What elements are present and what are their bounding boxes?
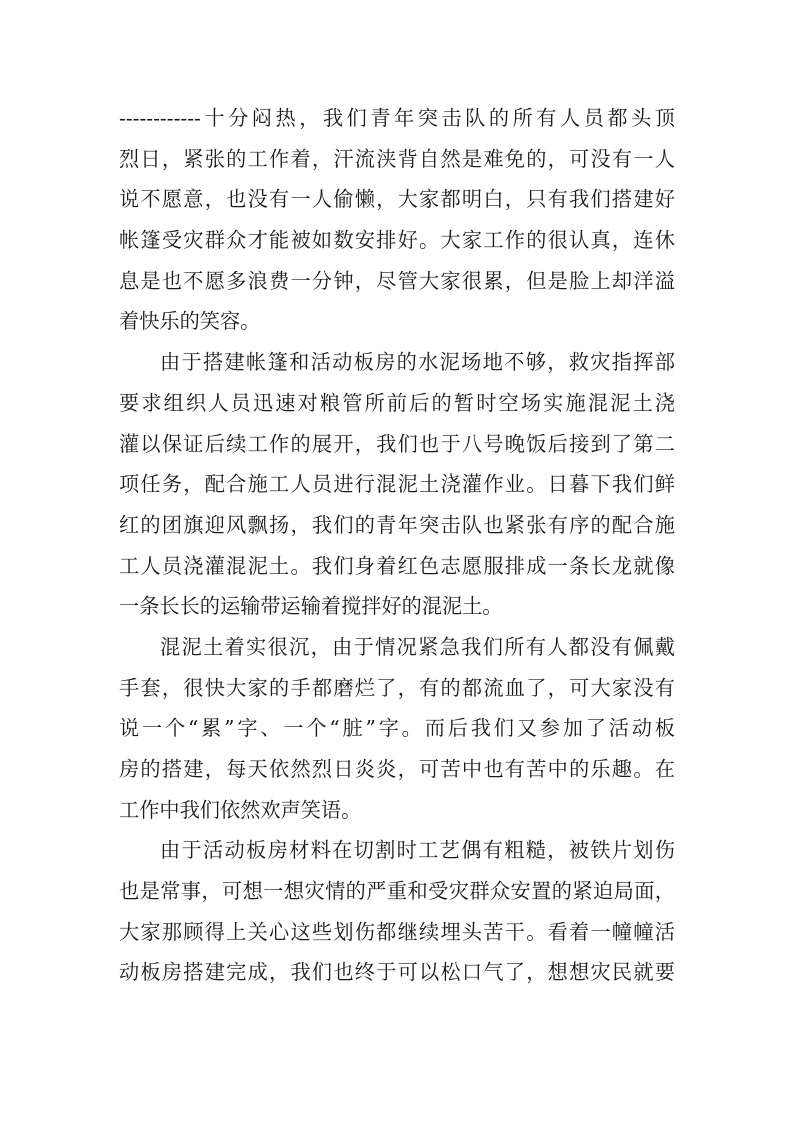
text-line: 混泥土着实很沉，由于情况紧急我们所有人都没有佩戴 [160, 634, 675, 659]
text-line: 说一个“累”字、一个“脏”字。而后我们又参加了活动板 [119, 716, 675, 741]
text-line: 项任务，配合施工人员进行混泥土浇灌作业。日暮下我们鲜 [119, 472, 675, 497]
text-line: 也是常事，可想一想灾情的严重和受灾群众安置的紧迫局面， [119, 879, 675, 904]
text-line: 动板房搭建完成，我们也终于可以松口气了，想想灾民就要 [119, 960, 675, 985]
text-line: 灌以保证后续工作的展开，我们也于八号晚饭后接到了第二 [119, 431, 675, 456]
text-line: 红的团旗迎风飘扬，我们的青年突击队也紧张有序的配合施 [119, 512, 675, 537]
text-line: 烈日，紧张的工作着，汗流浃背自然是难免的，可没有一人 [119, 146, 675, 171]
text-line: ------------十分闷热，我们青年突击队的所有人员都头顶 [119, 106, 675, 130]
text-line: 手套，很快大家的手都磨烂了，有的都流血了，可大家没有 [119, 675, 675, 700]
text-line: 由于活动板房材料在切割时工艺偶有粗糙，被铁片划伤 [160, 838, 675, 863]
text-line: 帐篷受灾群众才能被如数安排好。大家工作的很认真，连休 [119, 228, 675, 253]
text-line: 息是也不愿多浪费一分钟，尽管大家很累，但是脸上却洋溢 [119, 268, 675, 293]
paragraph-4 [119, 830, 675, 993]
text-line: 工人员浇灌混泥土。我们身着红色志愿服排成一条长龙就像 [119, 553, 675, 578]
text-line: 着快乐的笑容。 [119, 309, 261, 334]
text-line: 一条长长的运输带运输着搅拌好的混泥土。 [119, 594, 503, 619]
paragraph-1 [119, 98, 675, 342]
text-line: 工作中我们依然欢声笑语。 [119, 797, 362, 822]
text-line: 由于搭建帐篷和活动板房的水泥场地不够，救灾指挥部 [160, 350, 675, 375]
paragraph-3 [119, 627, 675, 830]
text-line: 说不愿意，也没有一人偷懒，大家都明白，只有我们搭建好 [119, 187, 675, 212]
text-line: 房的搭建，每天依然烈日炎炎，可苦中也有苦中的乐趣。在 [119, 757, 675, 781]
paragraph-2 [119, 342, 675, 627]
text-line: 要求组织人员迅速对粮管所前后的暂时空场实施混泥土浇 [119, 390, 675, 415]
text-line: 大家那顾得上关心这些划伤都继续埋头苦干。看着一幢幢活 [119, 919, 675, 944]
document-body [119, 98, 675, 993]
